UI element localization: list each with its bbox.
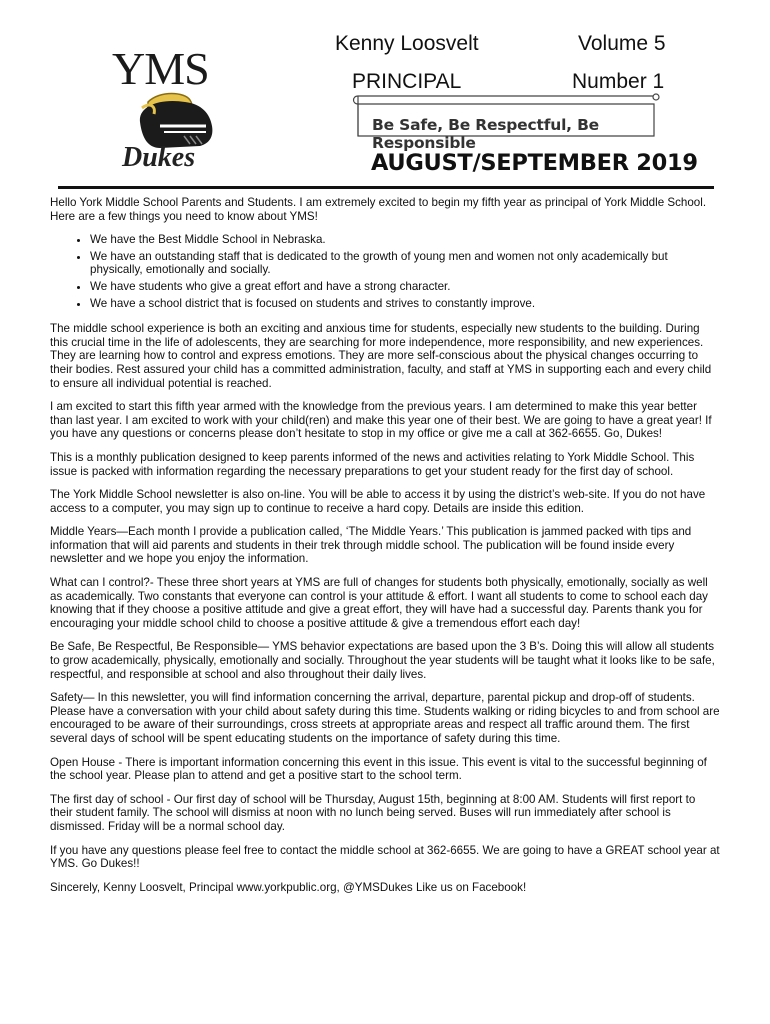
logo-script: Dukes [122, 142, 196, 173]
paragraph-open-house: Open House - There is important information concerning this event in this issue. This event is vital to the successful beginning of the school year. Please plan to attend and get a positive start to the school term. [50, 755, 707, 783]
list-item: • We have students who give a great effort and have a strong character. [90, 280, 720, 294]
motto-banner [348, 92, 664, 152]
logo-text: YMS [112, 43, 209, 94]
issue-number: Number 1 [572, 70, 665, 93]
volume-label: Volume 5 [578, 32, 666, 55]
issue-date: AUGUST/SEPTEMBER 2019 [371, 150, 698, 176]
list-item: • We have a school district that is focused on students and strives to constantly improve. [90, 297, 720, 311]
paragraph-online-newsletter: The York Middle School newsletter is also on-line. You will be able to access it by using the district’s web-site. If you do not have access to a computer, you may sign up to continue to receive a hard copy. Details are inside this edition. [50, 488, 706, 515]
newsletter-body [50, 196, 720, 904]
paragraph-fifth-year: I am excited to start this fifth year armed with the knowledge from the previous years. I am determined to make this year better than last year. I am excited to work with your child(ren) and make this year one of their best. We are going to have a great year! If you have any questions or concerns please don’t hesitate to stop in my office or give me a call at 362-6655. Go, Dukes! [50, 400, 712, 441]
principal-name: Kenny Loosvelt [335, 32, 479, 55]
list-item: • We have the Best Middle School in Nebraska. [90, 233, 720, 247]
paragraph-middle-school-experience: The middle school experience is both an exciting and anxious time for students, especially new students to the building. During this crucial time in the life of adolescents, they are searching for more independence, more responsibility, and new experiences. They are learning how to control and express emotions. They are more self-conscious about the physical changes occurring to their bodies. Rest assured your child has a committed administration, faculty, and staff at YMS in supporting each and every child to ensure all individual potential is reached. [50, 322, 712, 390]
school-logo [100, 38, 240, 180]
paragraph-behavior-expectations: Be Safe, Be Respectful, Be Responsible— YMS behavior expectations are based upon the 3 B’s. Doing this will allow all students to grow academically, physically, emotionally and socially. Throughout the year students will be taught what it looks like to be safe, respectful, and responsible at school and also throughout their daily lives. [50, 640, 715, 681]
principal-title: PRINCIPAL [352, 70, 462, 93]
motto-text: Be Safe, Be Respectful, Be Responsible [372, 116, 599, 152]
list-item: • We have an outstanding staff that is dedicated to the growth of young men and women not only academically but physically, emotionally and socially. [90, 250, 720, 277]
highlights-list [50, 233, 720, 310]
paragraph-safety: Safety— In this newsletter, you will find information concerning the arrival, departure, parental pickup and drop-off of students. Please have a conversation with your child about safety during this time. Students walking or riding bicycles to and from school are encouraged to be aware of their surroundings, cross streets at appropriate areas and respect all traffic around them. The first several days of school will be spent educating students on the importance of safety during this time. [50, 691, 720, 745]
signature-line: Sincerely, Kenny Loosvelt, Principal www.yorkpublic.org, @YMSDukes Like us on Facebook! [50, 880, 527, 894]
paragraph-middle-years: Middle Years—Each month I provide a publication called, ‘The Middle Years.’ This publication is jammed packed with tips and information that will aid parents and students in their trek through middle school. The publication will be found inside every newsletter and we hope you enjoy the information. [50, 525, 692, 566]
header-divider [58, 186, 714, 189]
intro-paragraph: Hello York Middle School Parents and Students. I am extremely excited to begin my fifth year as principal of York Middle School. Here are a few things you need to know about YMS! [50, 196, 707, 223]
paragraph-monthly-publication: This is a monthly publication designed to keep parents informed of the news and activities relating to York Middle School. This issue is packed with information regarding the necessary preparations to get your student ready for the first day of school. [50, 450, 695, 478]
paragraph-contact: If you have any questions please feel free to contact the middle school at 362-6655. We are going to have a GREAT school year at YMS. Go Dukes!! [50, 843, 720, 871]
paragraph-first-day: The first day of school - Our first day of school will be Thursday, August 15th, beginning at 8:00 AM. Students will first report to their student family. The school will dismiss at noon with no lunch being served. Buses will run immediately after school is dismissed. Friday will be a normal school day. [50, 792, 696, 833]
paragraph-what-can-i-control: What can I control?- These three short years at YMS are full of changes for students both physically, emotionally, socially as well as academically. Two constants that everyone can control is your attitude & effort. I want all students to come to school each day knowing that if they choose a positive attitude and give a great effort, they will have had a successful day. Parents thank you for encouraging your middle school child to choose a positive attitude & give a tremendous effort each day! [50, 576, 708, 630]
